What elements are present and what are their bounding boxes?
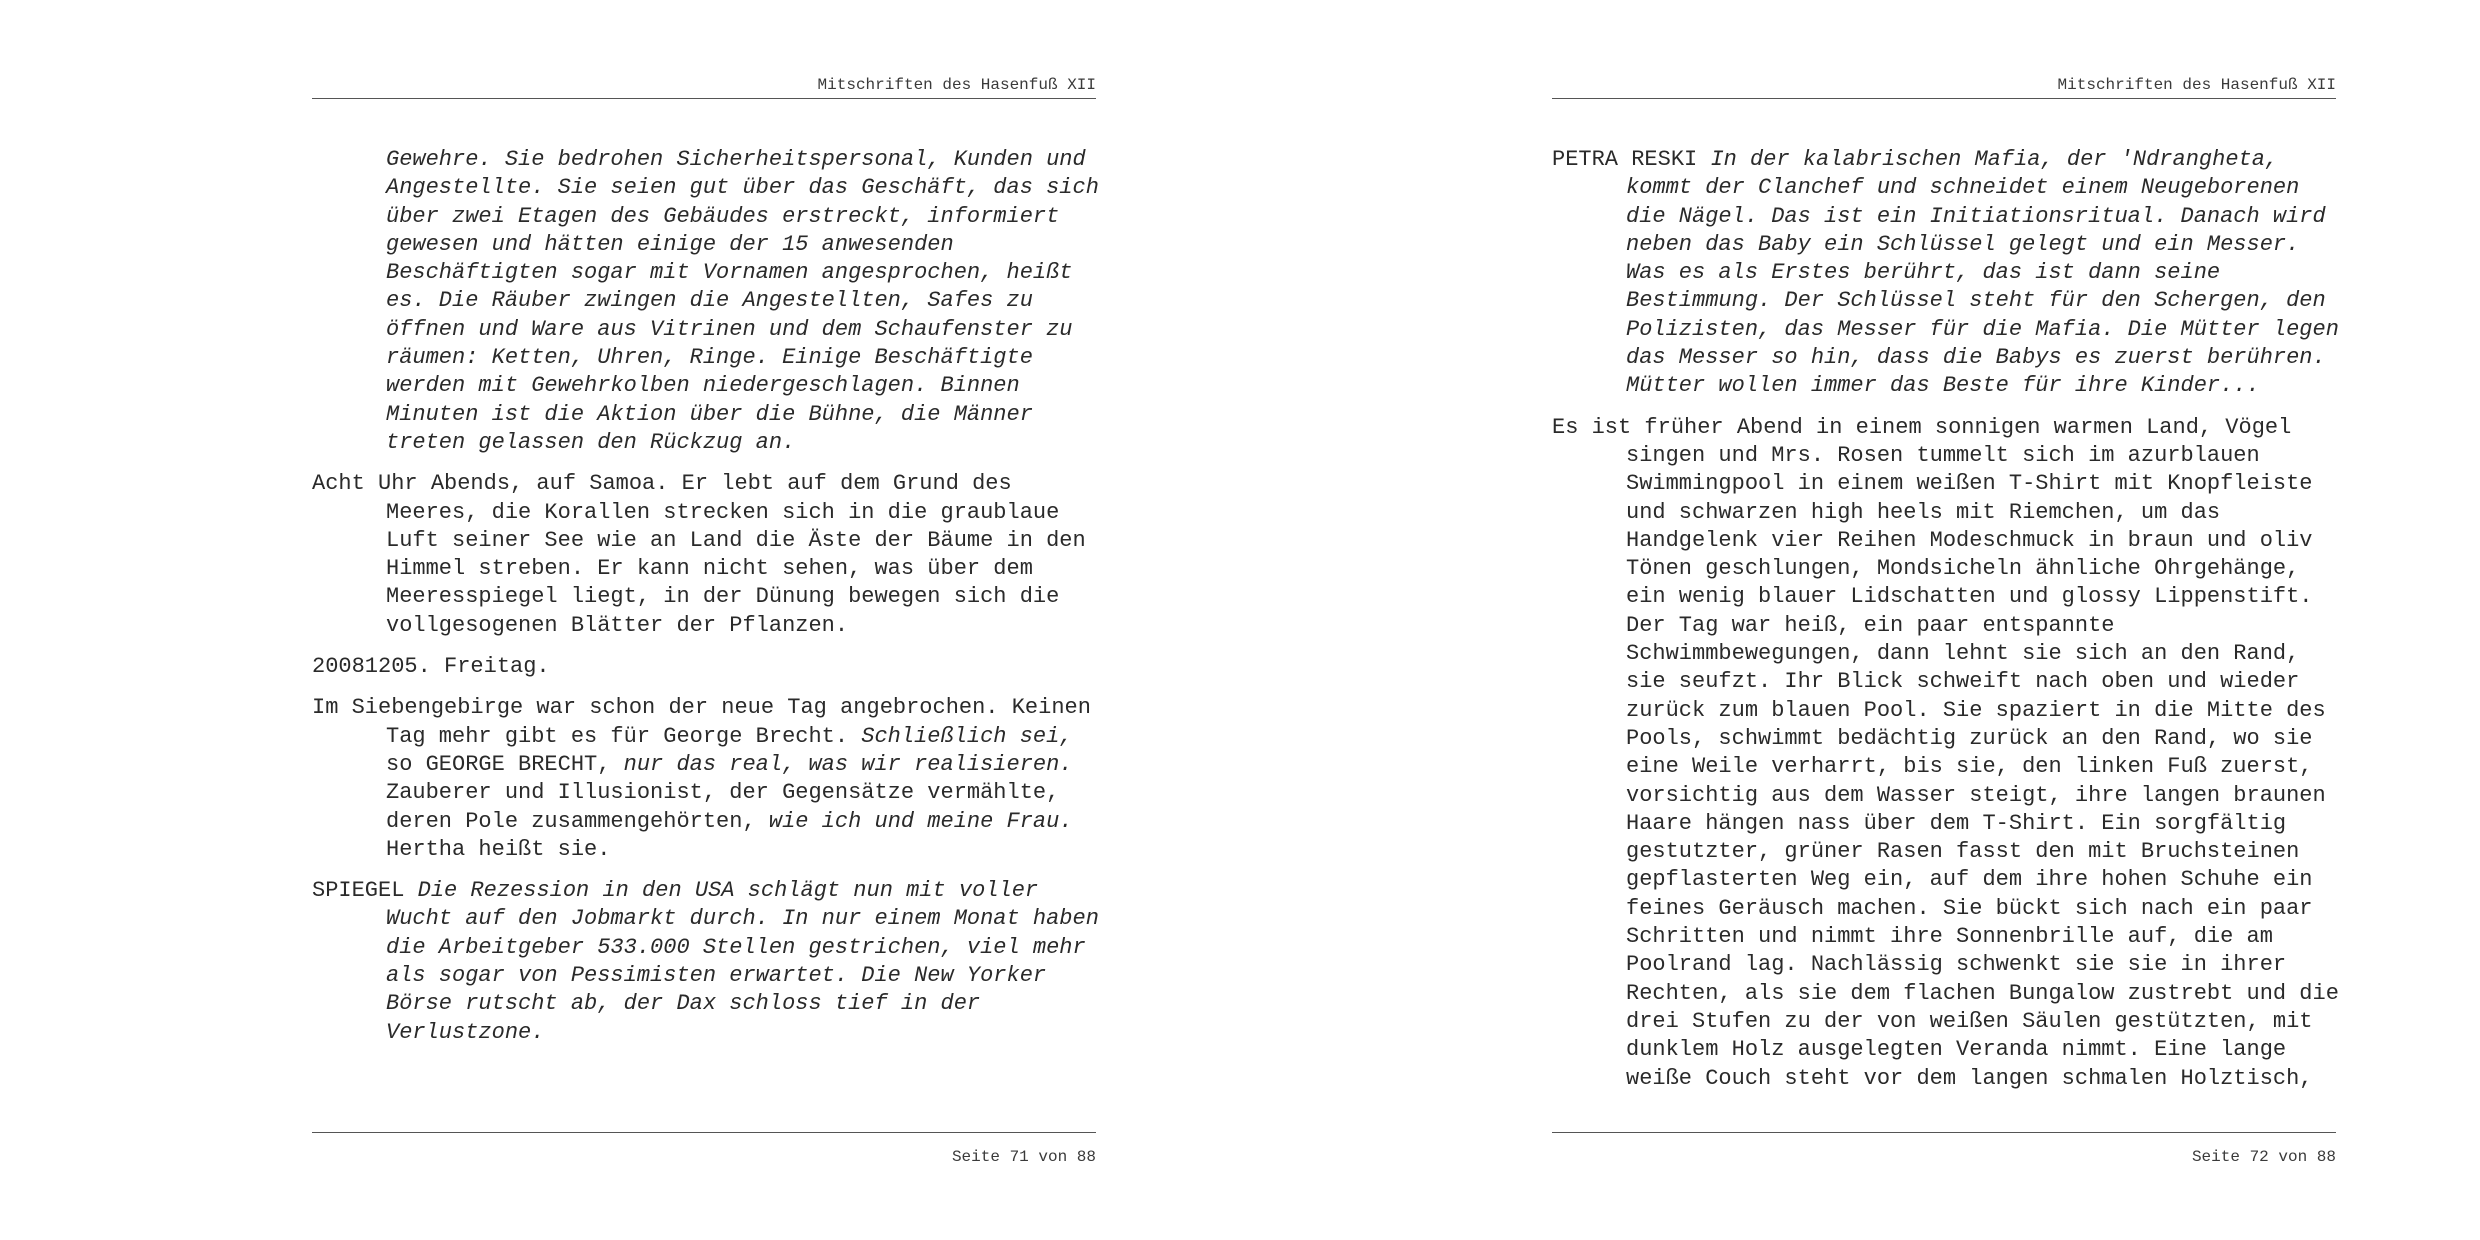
text-line: das Messer so hin, dass die Babys es zuerst berühren. <box>1626 345 2326 371</box>
page-72 <box>1552 0 2339 1240</box>
quote-paragraph <box>1552 146 2339 401</box>
text-line <box>1552 146 2336 174</box>
text-line: singen und Mrs. Rosen tummelt sich im azurblauen <box>1626 442 2260 468</box>
italic-run: Die Rezession in den USA schlägt nun mit voller <box>417 878 1039 904</box>
text-line: die Arbeitgeber 533.000 Stellen gestrichen, viel mehr <box>386 934 1086 960</box>
text-line: öffnen und Ware aus Vitrinen und dem Schaufenster zu <box>386 316 1073 342</box>
footer-rule <box>1552 1132 2336 1133</box>
footer-label: Seite <box>951 1148 1000 1166</box>
text-line: Es ist früher Abend in einem sonnigen warmen Land, Vögel <box>1552 414 2292 440</box>
text-line: Schritten und nimmt ihre Sonnenbrille auf, die am <box>1626 924 2273 950</box>
text-run: deren Pole zusammengehörten, <box>386 808 769 834</box>
text-line: gewesen und hätten einige der 15 anwesenden <box>386 231 954 257</box>
footer-of: von <box>2278 1148 2308 1166</box>
text-line: Haare hängen nass über dem T-Shirt. Ein sorgfältig <box>1626 810 2287 836</box>
text-line: vollgesogenen Blätter der Pflanzen. <box>386 612 849 638</box>
paragraph-continuation <box>312 146 1099 457</box>
speaker-name: SPIEGEL <box>312 878 405 904</box>
page-body <box>312 146 1099 1060</box>
text-line: ein wenig blauer Lidschatten und glossy Lippenstift. <box>1626 584 2313 610</box>
paragraph <box>1552 414 2339 1093</box>
text-line <box>312 877 1096 905</box>
text-run: Tag mehr gibt es für George Brecht. <box>386 723 862 749</box>
text-line: Zauberer und Illusionist, der Gegensätze vermählte, <box>386 780 1060 806</box>
quote-paragraph <box>312 877 1099 1047</box>
text-line: Bestimmung. Der Schlüssel steht für den Schergen, den <box>1626 288 2326 314</box>
text-line: Beschäftigten sogar mit Vornamen angesprochen, heißt <box>386 260 1073 286</box>
header-rule <box>1552 98 2336 99</box>
text-line: Swimmingpool in einem weißen T-Shirt mit Knopfleiste <box>1626 471 2313 497</box>
total-pages: 88 <box>2316 1148 2336 1166</box>
page-body <box>1552 146 2339 1106</box>
text-line: neben das Baby ein Schlüssel gelegt und ein Messer. <box>1626 231 2300 257</box>
text-line: über zwei Etagen des Gebäudes erstreckt, informiert <box>386 203 1060 229</box>
text-line: vorsichtig aus dem Wasser steigt, ihre langen braunen <box>1626 782 2326 808</box>
text-line: Der Tag war heiß, ein paar entspannte <box>1626 612 2115 638</box>
text-line: treten gelassen den Rückzug an. <box>386 429 796 455</box>
text-line: Pools, schwimmt bedächtig zurück an den Rand, wo sie <box>1626 725 2313 751</box>
text-line: als sogar von Pessimisten erwartet. Die New Yorker <box>386 963 1047 989</box>
italic-run: wie ich und meine Frau. <box>768 808 1073 834</box>
speaker-name: PETRA RESKI <box>1552 147 1698 172</box>
text-line: Im Siebengebirge war schon der neue Tag angebrochen. Keinen <box>312 695 1091 721</box>
running-header: Mitschriften des Hasenfuß XII <box>2057 76 2336 94</box>
text-line: Wucht auf den Jobmarkt durch. In nur einem Monat haben <box>386 906 1099 932</box>
text-line: Polizisten, das Messer für die Mafia. Die Mütter legen <box>1626 316 2339 342</box>
text-line: Verlustzone. <box>386 1019 545 1045</box>
text-line: feines Geräusch machen. Sie bückt sich nach ein paar <box>1626 895 2313 921</box>
text-line: Meeresspiegel liegt, in der Dünung bewegen sich die <box>386 584 1060 610</box>
footer-of: von <box>1038 1148 1068 1166</box>
paragraph <box>312 470 1096 640</box>
text-line: Minuten ist die Aktion über die Bühne, die Männer <box>386 401 1033 427</box>
text-line: die Nägel. Das ist ein Initiationsritual. Danach wird <box>1626 203 2326 229</box>
date-paragraph <box>312 653 1096 681</box>
text-line: Acht Uhr Abends, auf Samoa. Er lebt auf dem Grund des <box>312 471 1012 497</box>
text-line: dunklem Holz ausgelegten Veranda nimmt. Eine lange <box>1626 1037 2287 1063</box>
text-line: und schwarzen high heels mit Riemchen, um das <box>1626 499 2221 525</box>
text-line: Hertha heißt sie. <box>386 836 611 862</box>
text-line: Poolrand lag. Nachlässig schwenkt sie sie in ihrer <box>1626 952 2287 978</box>
italic-run: In der kalabrischen Mafia, der 'Ndrangheta, <box>1710 147 2279 172</box>
text-line: drei Stufen zu der von weißen Säulen gestützten, mit <box>1626 1008 2313 1034</box>
text-line: Handgelenk vier Reihen Modeschmuck in braun und oliv <box>1626 527 2313 553</box>
text-line: Schwimmbewegungen, dann lehnt sie sich an den Rand, <box>1626 641 2300 667</box>
text-line: es. Die Räuber zwingen die Angestellten, Safes zu <box>386 288 1033 314</box>
text-line: Meeres, die Korallen strecken sich in die graublaue <box>386 499 1060 525</box>
text-run: so GEORGE BRECHT, <box>386 751 624 777</box>
text-line: Rechten, als sie dem flachen Bungalow zustrebt und die <box>1626 980 2339 1006</box>
text-line: Angestellte. Sie seien gut über das Geschäft, das sich <box>386 175 1099 201</box>
page-71 <box>312 0 1099 1240</box>
text-line: sie seufzt. Ihr Blick schweift nach oben und wieder <box>1626 669 2300 695</box>
date-line: 20081205. Freitag. <box>312 654 550 680</box>
text-line <box>386 723 1096 751</box>
text-line: kommt der Clanchef und schneidet einem Neugeborenen <box>1626 175 2300 201</box>
text-line <box>386 808 1096 836</box>
text-line: gestutzter, grüner Rasen fasst den mit Bruchsteinen <box>1626 839 2300 865</box>
page-number: 72 <box>2249 1148 2269 1166</box>
page-number: 71 <box>1009 1148 1029 1166</box>
text-line: gepflasterten Weg ein, auf dem ihre hohen Schuhe ein <box>1626 867 2313 893</box>
text-line: werden mit Gewehrkolben niedergeschlagen. Binnen <box>386 373 1020 399</box>
text-line: räumen: Ketten, Uhren, Ringe. Einige Beschäftigte <box>386 345 1033 371</box>
italic-run: Schließlich sei, <box>861 723 1073 749</box>
page-footer <box>2192 1148 2336 1166</box>
text-line: eine Weile verharrt, bis sie, den linken Fuß zuerst, <box>1626 754 2313 780</box>
paragraph <box>312 694 1096 864</box>
text-line: Gewehre. Sie bedrohen Sicherheitspersonal, Kunden und <box>386 147 1086 172</box>
total-pages: 88 <box>1076 1148 1096 1166</box>
page-footer <box>952 1148 1096 1166</box>
running-header: Mitschriften des Hasenfuß XII <box>817 76 1096 94</box>
italic-run: nur das real, was wir realisieren. <box>623 751 1073 777</box>
text-line: zurück zum blauen Pool. Sie spaziert in die Mitte des <box>1626 697 2326 723</box>
text-line: Tönen geschlungen, Mondsicheln ähnliche Ohrgehänge, <box>1626 556 2300 582</box>
text-line: Was es als Erstes berührt, das ist dann seine <box>1626 260 2221 286</box>
header-rule <box>312 98 1096 99</box>
text-line: Luft seiner See wie an Land die Äste der Bäume in den <box>386 527 1086 553</box>
text-line: Mütter wollen immer das Beste für ihre Kinder... <box>1626 373 2260 399</box>
text-line <box>386 751 1096 779</box>
footer-rule <box>312 1132 1096 1133</box>
text-line: weiße Couch steht vor dem langen schmalen Holztisch, <box>1626 1065 2313 1091</box>
footer-label: Seite <box>2191 1148 2240 1166</box>
text-line: Himmel streben. Er kann nicht sehen, was über dem <box>386 556 1033 582</box>
text-line: Börse rutscht ab, der Dax schloss tief in der <box>386 991 981 1017</box>
